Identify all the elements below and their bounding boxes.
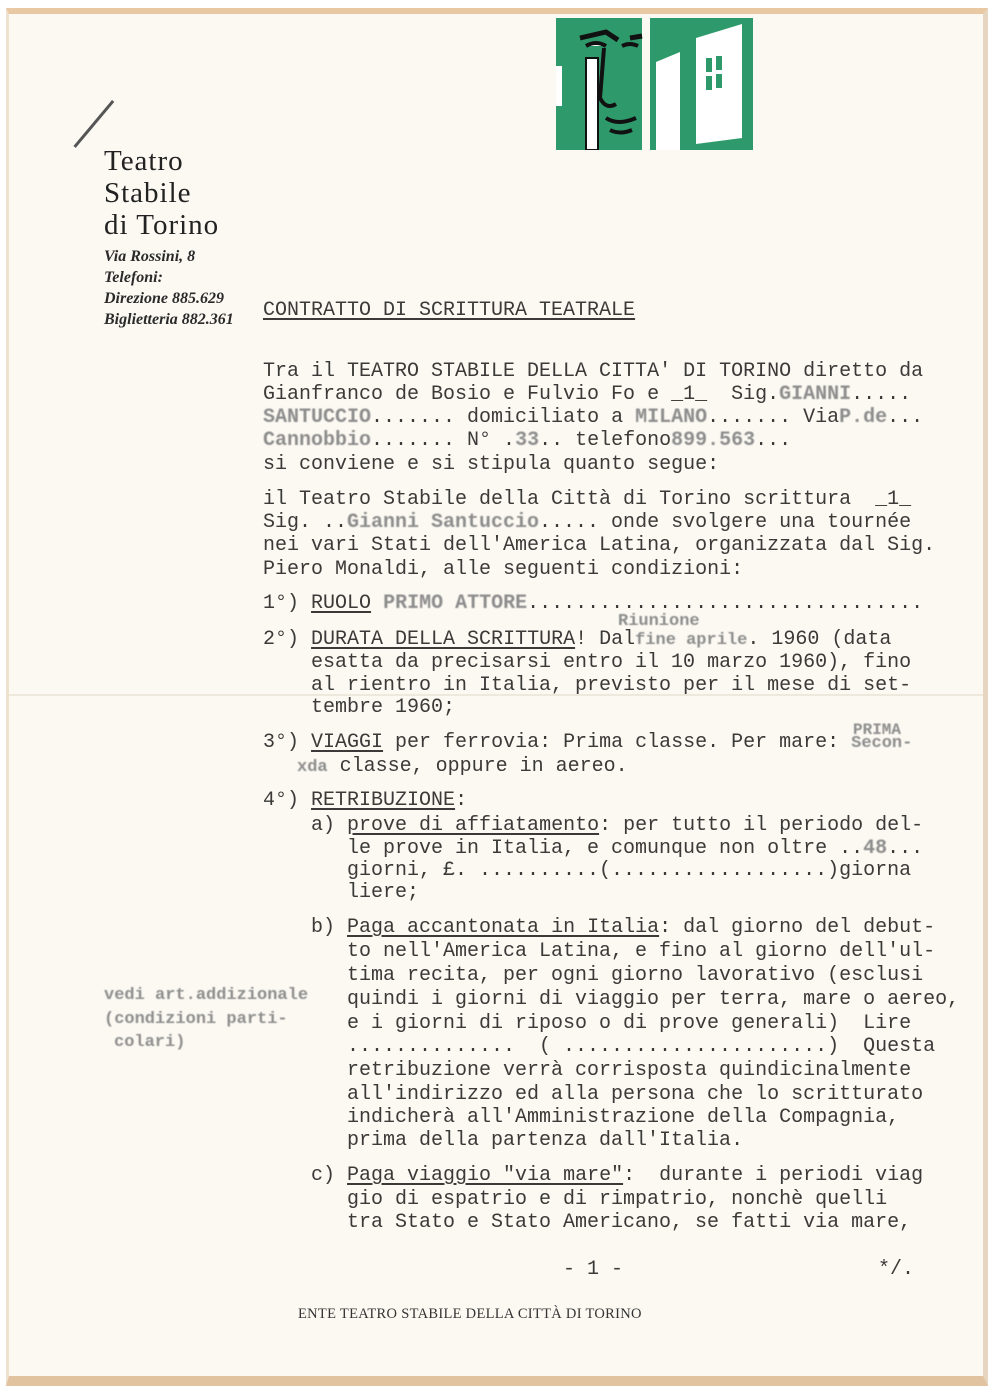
margin-note-line: vedi art.addizionale	[104, 986, 309, 1005]
letterhead-address: Via Rossini, 8	[104, 248, 196, 265]
subitem-number: c)	[311, 1164, 336, 1187]
dots: ...	[887, 837, 924, 860]
letterhead-direzione: Direzione 885.629	[104, 290, 224, 307]
text: : durante i periodi viag	[623, 1164, 924, 1187]
dots: ...	[755, 429, 792, 452]
text: il Teatro Stabile della Città di Torino scrittura	[263, 488, 876, 511]
text: classe, oppure in aereo.	[327, 755, 628, 778]
item-line: tembre 1960;	[311, 696, 456, 719]
item-line: al rientro in Italia, previsto per il mese di set-	[311, 674, 912, 697]
subitem-number: b)	[311, 916, 336, 939]
subitem-line: e i giorni di riposo o di prove generali) Lire	[347, 1012, 912, 1035]
para-line: nei vari Stati dell'America Latina, organizzata dal Sig.	[263, 534, 936, 557]
item-label: VIAGGI	[311, 731, 384, 754]
item-label: RETRIBUZIONE	[311, 789, 456, 812]
theatre-logo-icon	[556, 18, 753, 150]
text: : dal giorno del debut-	[659, 916, 936, 939]
margin-note-line: colari)	[114, 1033, 186, 1052]
text: ..... onde svolgere una tournée	[539, 511, 912, 534]
intro-line	[263, 383, 911, 407]
item-label: DURATA DELLA SCRITTURA	[311, 628, 576, 651]
item-number: 4°)	[263, 789, 300, 812]
intro-line	[263, 429, 791, 453]
text: Gianfranco de Bosio e Fulvio Fo e	[263, 383, 672, 406]
filled-phone: 899.563	[671, 429, 756, 452]
intro-line: Tra il TEATRO STABILE DELLA CITTA' DI TORINO diretto da	[263, 360, 924, 383]
subitem-line	[347, 837, 923, 861]
text: Sig.	[707, 383, 780, 406]
subitem-line: quindi i giorni di viaggio per terra, mare o aereo,	[347, 988, 960, 1011]
item-retribuzione: 4°) RETRIBUZIONE:	[263, 789, 468, 812]
intro-line	[263, 406, 923, 430]
item-number: 3°)	[263, 731, 300, 754]
footer-organization: ENTE TEATRO STABILE DELLA CITTÀ DI TORINO	[298, 1306, 642, 1322]
para-line: Piero Monaldi, alle seguenti condizioni:	[263, 558, 744, 581]
text: . 1960 (data	[747, 628, 892, 651]
letterhead-biglietteria: Biglietteria 882.361	[104, 311, 234, 328]
filled-note-above: Riunione	[618, 612, 700, 631]
subitem-line: tima recita, per ogni giorno lavorativo (esclusi	[347, 964, 924, 987]
letterhead-name-line-2: Stabile	[104, 177, 192, 209]
intro-line: si conviene e si stipula quanto segue:	[263, 453, 720, 476]
filled-class: Secon-	[851, 734, 913, 753]
item-viaggi	[263, 731, 912, 756]
item-number: 2°)	[263, 628, 300, 651]
contract-title: CONTRATTO DI SCRITTURA TEATRALE	[263, 299, 636, 322]
text: ! Dal	[575, 628, 636, 651]
count: _1_	[875, 488, 912, 511]
subitem-line: gio di espatrio e di rimpatrio, nonchè quelli	[347, 1188, 888, 1211]
subitem-a	[311, 814, 923, 838]
page-number: - 1 -	[563, 1258, 624, 1281]
filled-class-end: xda	[297, 758, 328, 777]
letterhead-name-line-3: di Torino	[104, 209, 220, 241]
subitem-line: all'indirizzo ed alla persona che lo scritturato	[347, 1083, 924, 1106]
letterhead-name-line-1: Teatro	[104, 145, 184, 177]
subitem-line: tra Stato e Stato Americano, se fatti via mare,	[347, 1211, 912, 1234]
filled-house-number: 33	[515, 429, 540, 452]
subitem-line: giorni, £. ..........(..................)giorna	[347, 859, 912, 882]
dots: ...	[887, 406, 924, 429]
text: le prove in Italia, e comunque non oltre ..	[347, 837, 864, 860]
text: : per tutto il periodo del-	[599, 814, 924, 837]
dots: .....	[851, 383, 912, 406]
letterhead-phones-label: Telefoni:	[104, 269, 163, 286]
filled-city: MILANO	[635, 406, 708, 429]
text: ....... Via	[707, 406, 840, 429]
subitem-c	[311, 1164, 923, 1188]
continued-mark: */.	[878, 1258, 915, 1281]
subitem-label: Paga viaggio "via mare"	[347, 1164, 624, 1187]
text: per ferrovia: Prima classe. Per mare:	[383, 731, 852, 754]
subitem-label: Paga accantonata in Italia	[347, 916, 660, 939]
subitem-line: prima della partenza dall'Italia.	[347, 1129, 744, 1152]
margin-note-line: (condizioni parti-	[104, 1010, 288, 1029]
subitem-label: prove di affiatamento	[347, 814, 600, 837]
subitem-line: indicherà all'Amministrazione della Compagnia,	[347, 1106, 900, 1129]
text: ....... N° .	[371, 429, 516, 452]
filled-street: P.de	[839, 406, 888, 429]
count: _1_	[671, 383, 708, 406]
subitem-line: liere;	[347, 881, 420, 904]
subitem-line: .............. ( ......................) Questa	[347, 1035, 936, 1058]
filled-start-date: fine aprile	[635, 631, 748, 650]
filled-class-correction: PRIMA	[853, 721, 902, 739]
item-number: 1°)	[263, 592, 300, 615]
dots: .................................	[527, 592, 924, 615]
item-ruolo	[263, 592, 923, 616]
para-line	[263, 511, 911, 535]
subitem-number: a)	[311, 814, 336, 837]
filled-first-name: GIANNI	[779, 383, 852, 406]
filled-days: 48	[863, 837, 888, 860]
filled-name: Gianni Santuccio	[347, 511, 540, 534]
text: .. telefono	[539, 429, 672, 452]
filled-surname: SANTUCCIO	[263, 406, 372, 429]
subitem-line: retribuzione verrà corrisposta quindicinalmente	[347, 1059, 912, 1082]
item-line: esatta da precisarsi entro il 10 marzo 1960), fino	[311, 651, 912, 674]
text: ....... domiciliato a	[371, 406, 636, 429]
item-line	[297, 755, 628, 780]
item-durata	[263, 628, 891, 653]
text: Sig. ..	[263, 511, 348, 534]
item-label: RUOLO	[311, 592, 372, 615]
filled-street-name: Cannobbio	[263, 429, 372, 452]
para-line	[263, 488, 911, 512]
subitem-line: to nell'America Latina, e fino al giorno dell'ul-	[347, 940, 936, 963]
filled-role: PRIMO ATTORE	[383, 592, 528, 615]
subitem-b	[311, 916, 935, 940]
